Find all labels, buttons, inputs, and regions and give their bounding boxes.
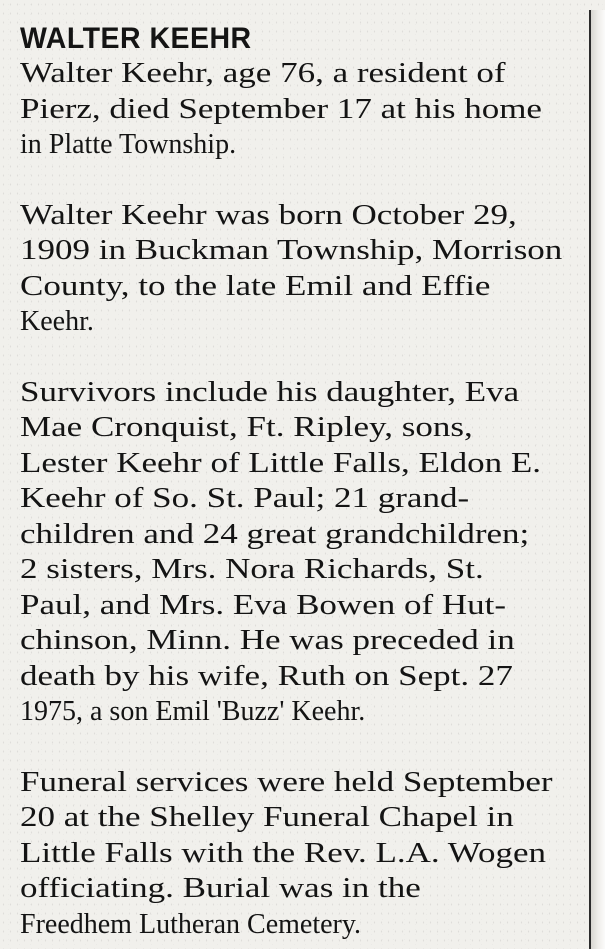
text-line: Keehr of So. St. Paul; 21 grand- [20,483,470,514]
text-line: death by his wife, Ruth on Sept. 27 [20,660,513,692]
paragraph-birth [20,198,580,340]
text-line: children and 24 great grandchildren; [20,518,530,550]
text-line: Lester Keehr of Little Falls, Eldon E. [20,447,541,479]
text-line: 1975, a son Emil 'Buzz' Keehr. [20,696,366,727]
text-line: 20 at the Shelley Funeral Chapel in [20,802,514,833]
paragraph-death-notice [20,56,580,163]
text-line: County, to the late Emil and Effie [20,270,491,302]
text-line: 1909 in Buckman Township, Morrison [20,235,563,266]
text-line: Walter Keehr, age 76, a resident of [20,58,506,89]
text-line: chinson, Minn. He was preceded in [20,625,515,656]
paragraph-funeral [20,765,580,943]
text-line: Little Falls with the Rev. L.A. Wogen [20,837,547,869]
obituary-article [20,22,580,942]
obituary-headline: WALTER KEEHR [20,22,252,55]
text-line: Keehr. [20,306,94,337]
text-line: Freedhem Lutheran Cemetery. [20,908,362,940]
text-line: 2 sisters, Mrs. Nora Richards, St. [20,554,484,585]
text-line: Mae Cronquist, Ft. Ripley, sons, [20,412,473,443]
text-line: Pierz, died September 17 at his home [20,93,542,125]
text-line: Paul, and Mrs. Eva Bowen of Hut- [20,589,507,621]
paragraph-survivors [20,375,580,730]
text-line: Funeral services were held September [20,766,553,798]
text-line: officiating. Burial was in the [20,873,421,904]
text-line: Walter Keehr was born October 29, [20,199,517,231]
text-line: Survivors include his daughter, Eva [20,376,520,408]
text-line: in Platte Township. [20,129,237,160]
